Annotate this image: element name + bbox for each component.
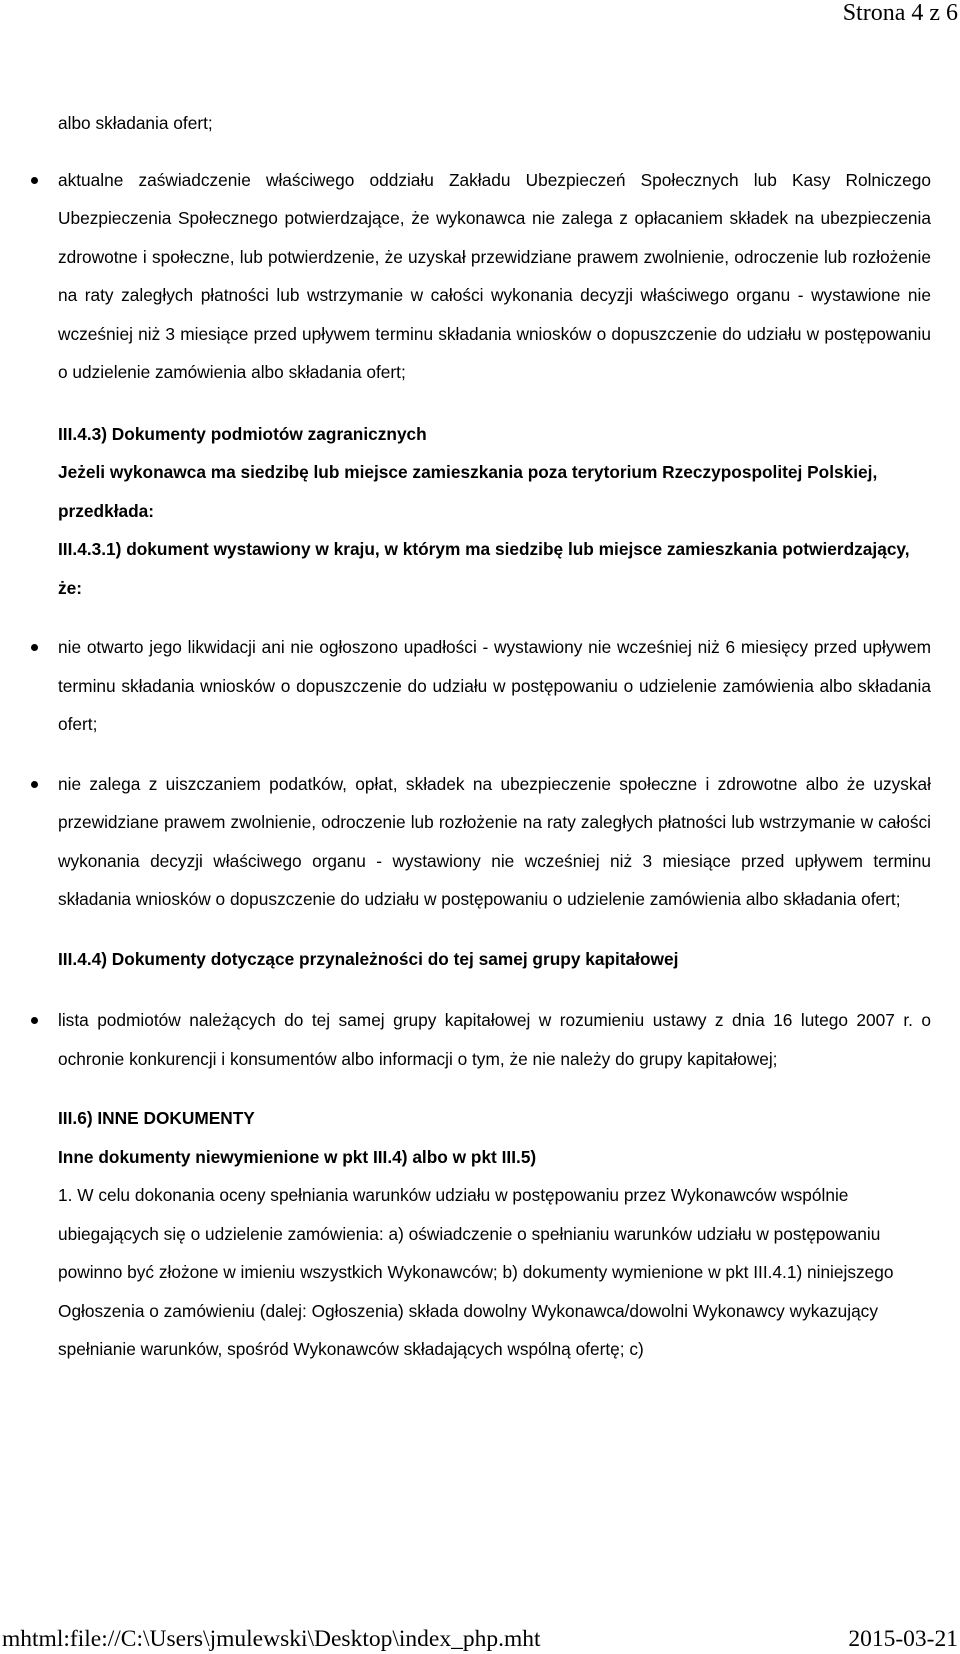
paragraph-jezeli: Jeżeli wykonawca ma siedzibę lub miejsce zamieszkania poza terytorium Rzeczypospolitej Polskiej, przedkłada: [58, 462, 878, 521]
paragraph-intro: albo składania ofert; [58, 113, 213, 133]
page-number: Strona 4 z 6 [842, 0, 958, 26]
heading-iii-6-subtitle: Inne dokumenty niewymienione w pkt III.4) albo w pkt III.5) [58, 1146, 537, 1167]
bullet-list-zus [58, 161, 931, 392]
bullet-list-capital-group [58, 1001, 931, 1078]
footer-date: 2015-03-21 [848, 1626, 958, 1652]
heading-iii-4-4: III.4.4) Dokumenty dotyczące przynależności do tej samej grupy kapitałowej [58, 948, 679, 969]
list-item: aktualne zaświadczenie właściwego oddziału Zakładu Ubezpieczeń Społecznych lub Kasy Rolniczego Ubezpieczenia Społecznego potwierdzające, że wykonawca nie zalega z opłacaniem składek na ubezpieczenia zdrowotne i społeczne, lub potwierdzenie, że uzyskał przewidziane prawem zwolnienie, odroczenie lub rozłożenie na raty zaległych płatności lub wstrzymanie w całości wykonania decyzji właściwego organu - wystawione nie wcześniej niż 3 miesiące przed upływem terminu składania wniosków o dopuszczenie do udziału w postępowaniu o udzielenie zamówienia albo składania ofert; [58, 161, 931, 392]
document-body [58, 104, 931, 1369]
heading-iii-4-3: III.4.3) Dokumenty podmiotów zagranicznych [58, 423, 427, 444]
heading-iii-6: III.6) INNE DOKUMENTY [58, 1108, 255, 1128]
heading-iii-4-3-1: III.4.3.1) dokument wystawiony w kraju, w którym ma siedzibę lub miejsce zamieszkania potwierdzający, że: [58, 539, 910, 598]
page-footer [0, 1624, 960, 1654]
list-item: nie otwarto jego likwidacji ani nie ogłoszono upadłości - wystawiony nie wcześniej niż 6 miesięcy przed upływem terminu składania wniosków o dopuszczenie do udziału w postępowaniu o udzielenie zamówienia albo składania ofert; [58, 628, 931, 744]
paragraph-final: 1. W celu dokonania oceny spełniania warunków udziału w postępowaniu przez Wykonawców wspólnie ubiegających się o udzielenie zamówienia: a) oświadczenie o spełnianiu warunków udziału w postępowaniu powinno być złożone w imieniu wszystkich Wykonawców; b) dokumenty wymienione w pkt III.4.1) niniejszego Ogłoszenia o zamówieniu (dalej: Ogłoszenia) składa dowolny Wykonawca/dowolni Wykonawcy wykazujący spełnianie warunków, spośród Wykonawców składających wspólną ofertę; c) [58, 1185, 894, 1359]
bullet-list-foreign [58, 628, 931, 919]
footer-file-path: mhtml:file://C:\Users\jmulewski\Desktop\index_php.mht [2, 1626, 541, 1652]
list-item: nie zalega z uiszczaniem podatków, opłat, składek na ubezpieczenie społeczne i zdrowotne albo że uzyskał przewidziane prawem zwolnienie, odroczenie lub rozłożenie na raty zaległych płatności lub wstrzymanie w całości wykonania decyzji właściwego organu - wystawiony nie wcześniej niż 3 miesiące przed upływem terminu składania wniosków o dopuszczenie do udziału w postępowaniu o udzielenie zamówienia albo składania ofert; [58, 765, 931, 919]
list-item: lista podmiotów należących do tej samej grupy kapitałowej w rozumieniu ustawy z dnia 16 lutego 2007 r. o ochronie konkurencji i konsumentów albo informacji o tym, że nie należy do grupy kapitałowej; [58, 1001, 931, 1078]
